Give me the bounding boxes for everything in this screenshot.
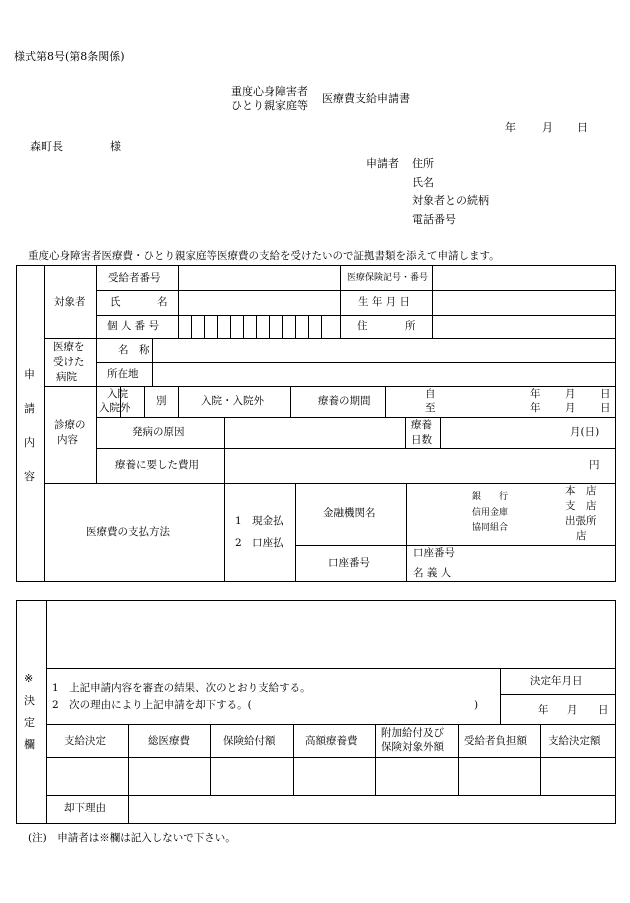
applicant-relationship-label: 対象者との続柄 xyxy=(412,194,489,207)
decision-date-day: 日 xyxy=(598,704,609,716)
from-day: 日 xyxy=(600,388,611,400)
decision-side-char-3: 定 xyxy=(24,716,35,729)
branch-branch: 支 店 xyxy=(565,500,597,512)
addressee-name: 森町長 xyxy=(30,140,63,153)
address-label-1: 住 xyxy=(357,320,368,332)
name-label-2: 名 xyxy=(157,296,168,308)
col-payment-decision: 支給決定 xyxy=(64,735,106,747)
date-day-label: 日 xyxy=(577,121,588,134)
decision-line-approve: 1 上記申請内容を審査の結果、次のとおり支給する。 xyxy=(52,682,311,694)
recipient-number-label: 受給者番号 xyxy=(108,272,161,284)
applicant-address-label: 住所 xyxy=(412,157,434,170)
account-number-label: 口座番号 xyxy=(413,547,455,559)
footer-note: (注) 申請者は※欄は記入しないで下さい。 xyxy=(28,832,236,844)
hospital-label-line1: 医療を xyxy=(53,341,85,353)
inpatient-label: 入院 xyxy=(107,388,128,400)
account-holder-label: 名 義 人 xyxy=(413,567,452,579)
title-prefix-line1: 重度心身障害者 xyxy=(231,85,308,98)
decision-date-label: 決定年月日 xyxy=(530,675,583,687)
decision-date-month: 月 xyxy=(567,704,578,716)
decision-line-reject-close: ) xyxy=(474,699,479,711)
bank-type-bank: 銀 行 xyxy=(472,492,509,502)
hospital-label-line2: 受けた xyxy=(53,356,85,368)
insurance-number-label: 医療保険記号・番号 xyxy=(347,273,429,283)
branch-main: 本 店 xyxy=(565,485,597,497)
cost-label: 療養に要した費用 xyxy=(115,459,199,471)
date-month-label: 月 xyxy=(542,121,553,134)
birth-date-label: 生 年 月 日 xyxy=(358,296,411,308)
branch-office: 出張所 xyxy=(565,515,597,527)
side-label-char-2: 請 xyxy=(24,402,35,415)
personal-number-label: 個 人 番 号 xyxy=(107,320,160,332)
cost-unit: 円 xyxy=(589,459,600,471)
betsu-label: 別 xyxy=(156,395,167,407)
side-label-char-4: 容 xyxy=(24,470,35,483)
decision-side-char-1: ※ xyxy=(24,672,34,685)
bank-name-label: 金融機関名 xyxy=(323,507,376,519)
payment-option-account: 2 口座払 xyxy=(235,537,284,549)
title-prefix-line2: ひとり親家庭等 xyxy=(231,99,308,112)
days-label-line1: 療養 xyxy=(411,419,432,431)
period-label: 療養の期間 xyxy=(318,395,371,407)
addressee-honorific: 様 xyxy=(110,140,121,153)
cause-label: 発病の原因 xyxy=(132,426,185,438)
to-day: 日 xyxy=(600,402,611,414)
applicant-name-label: 氏名 xyxy=(412,176,434,189)
bank-type-coop: 協同組合 xyxy=(472,523,509,533)
hospital-name-label: 名 称 xyxy=(118,344,150,356)
col-total-medical: 総医療費 xyxy=(148,735,190,747)
col-insurance-benefit: 保険給付額 xyxy=(223,735,276,747)
branch-store: 店 xyxy=(576,530,587,542)
name-label-1: 氏 xyxy=(110,296,121,308)
decision-side-char-4: 欄 xyxy=(24,738,35,751)
inout-value: 入院・入院外 xyxy=(201,395,264,407)
col-recipient-burden: 受給者負担額 xyxy=(464,735,527,747)
col-payment-amount: 支給決定額 xyxy=(548,735,601,747)
period-to-label: 至 xyxy=(425,402,436,414)
decision-date-year: 年 xyxy=(538,704,549,716)
applicant-label: 申請者 xyxy=(366,157,399,170)
side-label-char-1: 申 xyxy=(24,368,35,381)
address-label-2: 所 xyxy=(405,320,416,332)
col-additional-line2: 保険対象外額 xyxy=(381,741,444,753)
form-number: 様式第8号(第8条関係) xyxy=(14,50,125,63)
from-month: 月 xyxy=(565,388,576,400)
col-high-cost: 高額療養費 xyxy=(305,735,358,747)
outpatient-label: 入院外 xyxy=(99,402,131,414)
period-from-label: 自 xyxy=(425,388,436,400)
hospital-label-line3: 病院 xyxy=(56,371,77,383)
payment-option-cash: 1 現金払 xyxy=(235,515,284,527)
bank-type-credit: 信用金庫 xyxy=(472,508,509,518)
reject-reason-label: 却下理由 xyxy=(64,802,106,814)
days-unit: 月(日) xyxy=(570,426,600,438)
applicant-phone-label: 電話番号 xyxy=(412,213,456,226)
treatment-label-line2: 内容 xyxy=(57,434,78,446)
from-year: 年 xyxy=(530,388,541,400)
to-year: 年 xyxy=(530,402,541,414)
col-additional-line1: 附加給付及び xyxy=(381,727,444,739)
decision-line-reject: 2 次の理由により上記申請を却下する。( xyxy=(52,699,252,711)
account-number-cell-label: 口座番号 xyxy=(328,557,370,569)
hospital-location-label: 所在地 xyxy=(107,368,139,380)
side-label-char-3: 内 xyxy=(24,436,35,449)
treatment-label-line1: 診療の xyxy=(54,419,86,431)
days-label-line2: 日数 xyxy=(411,434,432,446)
to-month: 月 xyxy=(565,402,576,414)
date-year-label: 年 xyxy=(505,121,516,134)
subject-label: 対象者 xyxy=(54,296,86,308)
intro-text: 重度心身障害者医療費・ひとり親家庭等医療費の支給を受けたいので証拠書類を添えて申請します。 xyxy=(28,250,500,262)
page-title: 医療費支給申請書 xyxy=(322,92,410,105)
decision-side-char-2: 決 xyxy=(24,694,35,707)
payment-method-label: 医療費の支払方法 xyxy=(86,526,170,538)
